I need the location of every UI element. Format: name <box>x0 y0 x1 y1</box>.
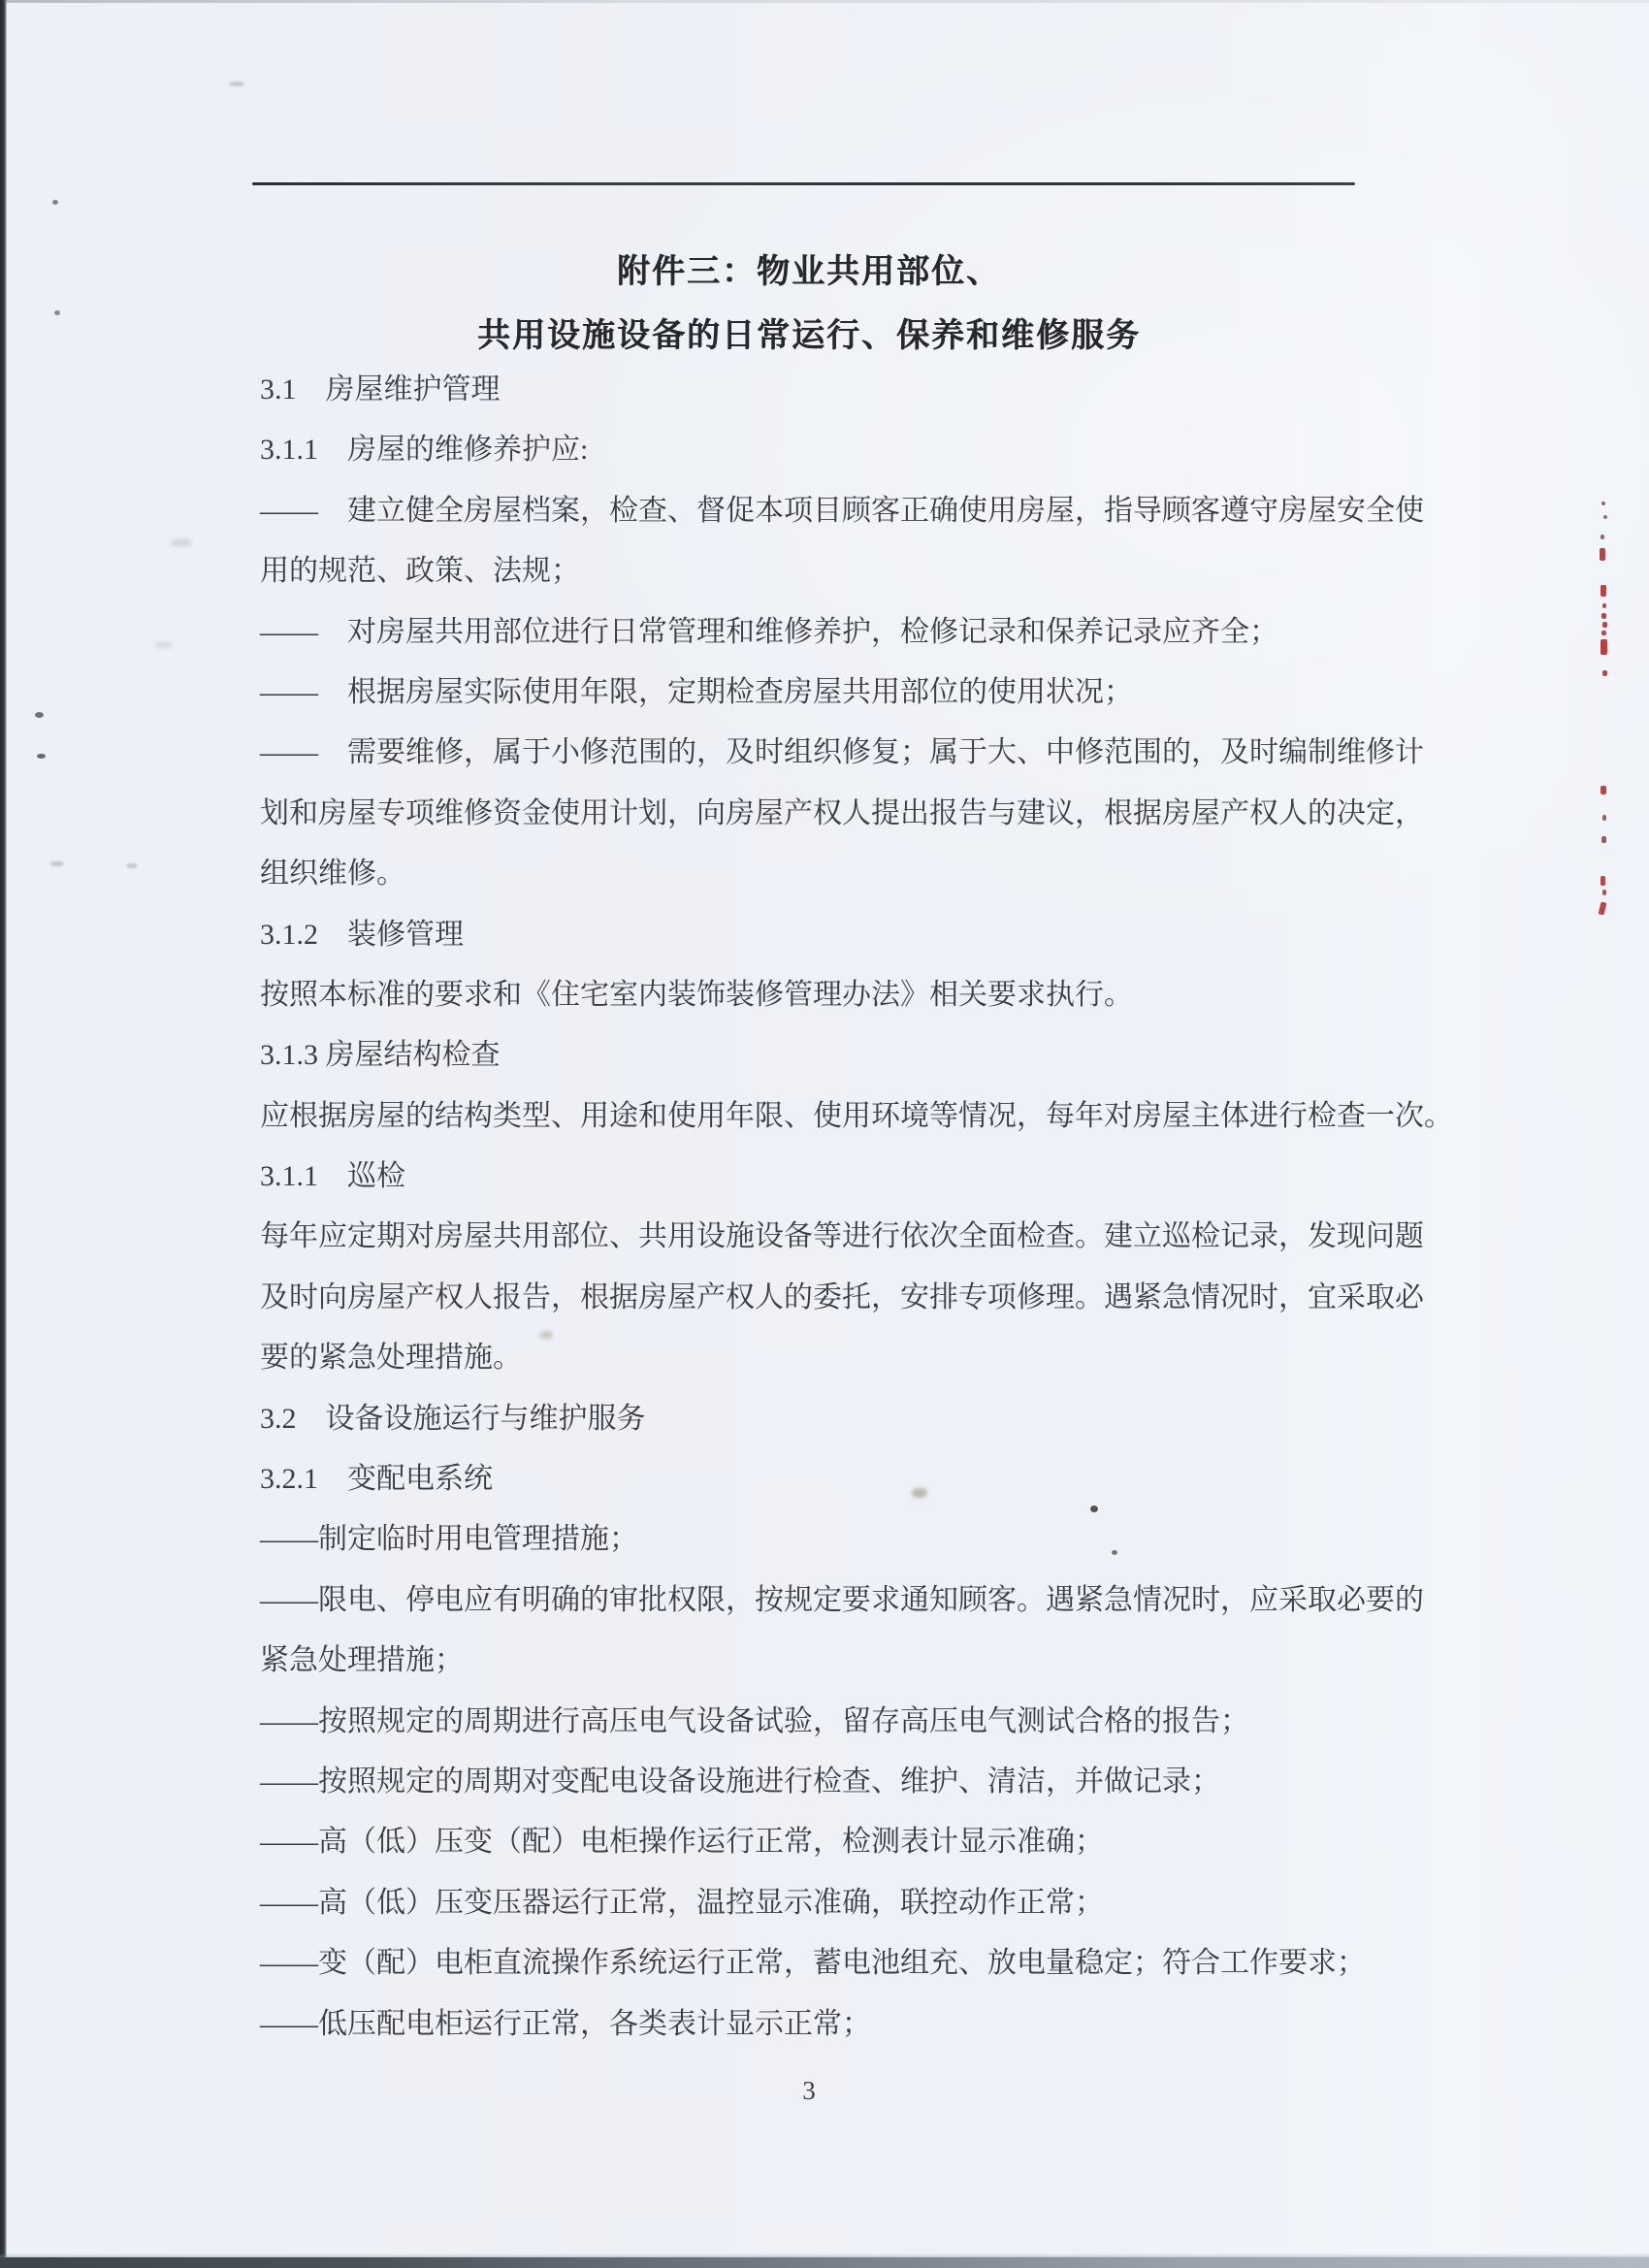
body-line: 要的紧急处理措施。 <box>260 1342 522 1375</box>
bleed-mark <box>1601 836 1606 843</box>
bleed-mark <box>1600 876 1605 886</box>
body-line: 按照本标准的要求和《住宅室内装饰装修管理办法》相关要求执行。 <box>260 978 1133 1011</box>
bleed-mark <box>1602 670 1607 676</box>
bleed-mark <box>1600 585 1606 597</box>
header-rule <box>252 182 1355 185</box>
body-line: —— 根据房屋实际使用年限，定期检查房屋共用部位的使用状况； <box>260 675 1133 708</box>
title-line: 附件三：物业共用部位、 <box>617 254 1001 290</box>
body-line: 3.1 房屋维护管理 <box>260 373 501 405</box>
body-line: 应根据房屋的结构类型、用途和使用年限、使用环境等情况，每年对房屋主体进行检查一次。 <box>260 1099 1453 1132</box>
body-line: ——限电、停电应有明确的审批权限，按规定要求通知顾客。遇紧急情况时，应采取必要的 <box>260 1583 1424 1616</box>
speck <box>1090 1506 1098 1512</box>
body-line: 3.1.3 房屋结构检查 <box>260 1039 501 1072</box>
bleed-mark <box>1601 502 1605 505</box>
bleed-mark <box>1600 639 1607 655</box>
body-line: ——制定临时用电管理措施； <box>260 1523 638 1556</box>
body-line: 及时向房屋产权人报告，根据房屋产权人的委托，安排专项修理。遇紧急情况时，宜采取必 <box>260 1280 1424 1313</box>
speck <box>52 200 58 205</box>
speck <box>37 754 46 759</box>
body-line: 3.2 设备设施运行与维护服务 <box>260 1402 646 1435</box>
body-line: 3.1.2 装修管理 <box>260 918 464 951</box>
document-body <box>260 360 1453 2055</box>
body-line: 划和房屋专项维修资金使用计划，向房屋产权人提出报告与建议，根据房屋产权人的决定， <box>260 796 1424 829</box>
scan-edge-top <box>0 0 1649 3</box>
body-line: ——按照规定的周期进行高压电气设备试验，留存高压电气测试合格的报告； <box>260 1704 1249 1737</box>
body-line: 3.2.1 变配电系统 <box>260 1463 493 1496</box>
bleed-mark <box>1601 631 1606 635</box>
document-title <box>260 241 1358 369</box>
speck <box>1112 1550 1117 1555</box>
body-line: —— 建立健全房屋档案，检查、督促本项目顾客正确使用房屋，指导顾客遵守房屋安全使 <box>260 494 1424 527</box>
bleed-mark <box>1602 622 1607 628</box>
body-line: 紧急处理措施； <box>260 1644 464 1677</box>
speck <box>54 310 60 315</box>
bleed-mark <box>1601 613 1606 619</box>
bleed-mark <box>1602 815 1606 821</box>
speck <box>539 1331 553 1339</box>
body-line: 3.1.1 巡检 <box>260 1160 405 1193</box>
body-line: ——按照规定的周期对变配电设备设施进行检查、维护、清洁，并做记录； <box>260 1765 1220 1798</box>
speck <box>912 1488 927 1498</box>
body-line: —— 需要维修，属于小修范围的，及时组织修复；属于大、中修范围的，及时编制维修计 <box>260 736 1424 769</box>
scan-edge-bottom <box>0 2257 1649 2268</box>
speck <box>171 539 192 546</box>
body-line: ——高（低）压变（配）电柜操作运行正常，检测表计显示准确； <box>260 1826 1104 1859</box>
bleed-mark <box>1602 603 1606 608</box>
scan-edge-left <box>0 0 7 2268</box>
page-number: 3 <box>802 2076 816 2105</box>
body-line: ——高（低）压变压器运行正常，温控显示准确，联控动作正常； <box>260 1886 1104 1919</box>
speck <box>155 642 173 648</box>
bleed-mark <box>1602 890 1606 895</box>
body-line: ——变（配）电柜直流操作系统运行正常，蓄电池组充、放电量稳定；符合工作要求； <box>260 1947 1366 1980</box>
bleed-mark <box>1600 786 1606 794</box>
body-line: ——低压配电柜运行正常，各类表计显示正常； <box>260 2007 871 2040</box>
body-line: 组织维修。 <box>260 858 405 891</box>
speck <box>50 861 64 866</box>
body-line: —— 对房屋共用部位进行日常管理和维修养护，检修记录和保养记录应齐全； <box>260 615 1278 648</box>
body-line: 用的规范、政策、法规； <box>260 555 580 588</box>
bleed-mark <box>1600 548 1605 561</box>
speck <box>35 712 44 718</box>
body-line: 每年应定期对房屋共用部位、共用设施设备等进行依次全面检查。建立巡检记录，发现问题 <box>260 1220 1424 1253</box>
title-line: 共用设施设备的日常运行、保养和维修服务 <box>477 318 1141 354</box>
body-line: 3.1.1 房屋的维修养护应: <box>260 434 589 467</box>
speck <box>126 863 138 868</box>
bleed-mark <box>1599 901 1607 915</box>
speck <box>229 81 244 86</box>
bleed-mark <box>1603 515 1607 519</box>
bleed-mark <box>1600 535 1604 539</box>
